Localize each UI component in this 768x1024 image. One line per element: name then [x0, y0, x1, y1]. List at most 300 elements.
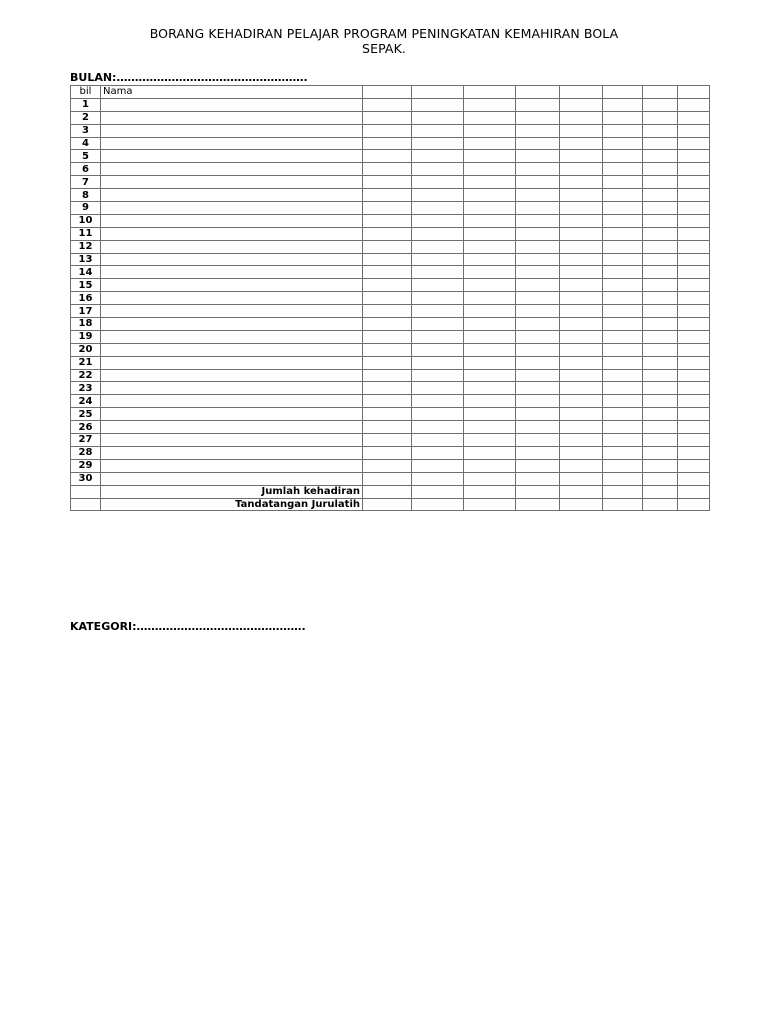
attendance-cell[interactable] [412, 330, 464, 343]
student-name-cell[interactable] [101, 459, 363, 472]
attendance-cell[interactable] [363, 292, 412, 305]
attendance-cell[interactable] [412, 395, 464, 408]
attendance-cell[interactable] [412, 292, 464, 305]
attendance-cell[interactable] [603, 279, 643, 292]
attendance-cell[interactable] [363, 356, 412, 369]
attendance-cell[interactable] [560, 356, 603, 369]
attendance-cell[interactable] [516, 163, 560, 176]
attendance-cell[interactable] [464, 163, 516, 176]
attendance-cell[interactable] [412, 240, 464, 253]
attendance-cell[interactable] [560, 369, 603, 382]
attendance-cell[interactable] [560, 408, 603, 421]
attendance-cell[interactable] [678, 227, 710, 240]
student-name-cell[interactable] [101, 124, 363, 137]
attendance-cell[interactable] [412, 111, 464, 124]
attendance-cell[interactable] [643, 240, 678, 253]
attendance-cell[interactable] [643, 434, 678, 447]
attendance-cell[interactable] [678, 124, 710, 137]
attendance-cell[interactable] [464, 124, 516, 137]
attendance-cell[interactable] [560, 124, 603, 137]
attendance-cell[interactable] [516, 446, 560, 459]
attendance-cell[interactable] [412, 356, 464, 369]
attendance-cell[interactable] [560, 163, 603, 176]
attendance-cell[interactable] [560, 240, 603, 253]
attendance-cell[interactable] [678, 369, 710, 382]
signature-cell[interactable] [560, 498, 603, 511]
attendance-cell[interactable] [363, 137, 412, 150]
attendance-cell[interactable] [643, 305, 678, 318]
attendance-cell[interactable] [412, 459, 464, 472]
attendance-cell[interactable] [412, 150, 464, 163]
attendance-cell[interactable] [516, 382, 560, 395]
attendance-cell[interactable] [603, 446, 643, 459]
attendance-cell[interactable] [464, 227, 516, 240]
attendance-cell[interactable] [678, 446, 710, 459]
attendance-cell[interactable] [560, 189, 603, 202]
student-name-cell[interactable] [101, 382, 363, 395]
student-name-cell[interactable] [101, 266, 363, 279]
attendance-cell[interactable] [516, 472, 560, 485]
attendance-cell[interactable] [678, 305, 710, 318]
attendance-cell[interactable] [678, 266, 710, 279]
attendance-cell[interactable] [363, 434, 412, 447]
attendance-cell[interactable] [643, 369, 678, 382]
attendance-cell[interactable] [560, 266, 603, 279]
attendance-cell[interactable] [464, 137, 516, 150]
attendance-cell[interactable] [464, 356, 516, 369]
attendance-cell[interactable] [464, 434, 516, 447]
attendance-cell[interactable] [363, 446, 412, 459]
attendance-cell[interactable] [603, 305, 643, 318]
attendance-cell[interactable] [516, 111, 560, 124]
attendance-cell[interactable] [363, 343, 412, 356]
student-name-cell[interactable] [101, 318, 363, 331]
row-number: 4 [71, 137, 101, 150]
attendance-cell[interactable] [464, 189, 516, 202]
attendance-cell[interactable] [678, 459, 710, 472]
attendance-cell[interactable] [678, 408, 710, 421]
attendance-cell[interactable] [516, 305, 560, 318]
attendance-cell[interactable] [516, 356, 560, 369]
attendance-cell[interactable] [560, 472, 603, 485]
attendance-cell[interactable] [363, 111, 412, 124]
attendance-cell[interactable] [678, 343, 710, 356]
attendance-cell[interactable] [412, 214, 464, 227]
student-name-cell[interactable] [101, 446, 363, 459]
attendance-cell[interactable] [516, 421, 560, 434]
attendance-cell[interactable] [412, 421, 464, 434]
attendance-cell[interactable] [678, 202, 710, 215]
attendance-cell[interactable] [603, 202, 643, 215]
attendance-cell[interactable] [412, 408, 464, 421]
attendance-cell[interactable] [603, 356, 643, 369]
attendance-cell[interactable] [412, 369, 464, 382]
attendance-cell[interactable] [678, 240, 710, 253]
attendance-cell[interactable] [603, 472, 643, 485]
attendance-cell[interactable] [412, 434, 464, 447]
attendance-cell[interactable] [412, 266, 464, 279]
jumlah-cell[interactable] [560, 485, 603, 498]
attendance-cell[interactable] [678, 318, 710, 331]
attendance-cell[interactable] [464, 459, 516, 472]
jumlah-cell[interactable] [516, 485, 560, 498]
attendance-cell[interactable] [363, 176, 412, 189]
attendance-cell[interactable] [678, 150, 710, 163]
student-name-cell[interactable] [101, 472, 363, 485]
attendance-cell[interactable] [560, 459, 603, 472]
jumlah-cell[interactable] [363, 485, 412, 498]
attendance-cell[interactable] [516, 150, 560, 163]
attendance-cell[interactable] [464, 343, 516, 356]
table-row [71, 408, 710, 421]
student-name-cell[interactable] [101, 98, 363, 111]
student-name-cell[interactable] [101, 434, 363, 447]
attendance-cell[interactable] [516, 279, 560, 292]
attendance-cell[interactable] [678, 214, 710, 227]
attendance-cell[interactable] [363, 240, 412, 253]
attendance-cell[interactable] [643, 318, 678, 331]
attendance-cell[interactable] [464, 150, 516, 163]
row-number: 17 [71, 305, 101, 318]
attendance-cell[interactable] [363, 472, 412, 485]
attendance-cell[interactable] [363, 459, 412, 472]
attendance-cell[interactable] [464, 98, 516, 111]
attendance-cell[interactable] [464, 176, 516, 189]
attendance-cell[interactable] [516, 266, 560, 279]
attendance-cell[interactable] [560, 434, 603, 447]
student-name-cell[interactable] [101, 189, 363, 202]
attendance-cell[interactable] [363, 382, 412, 395]
attendance-cell[interactable] [603, 395, 643, 408]
attendance-cell[interactable] [516, 227, 560, 240]
attendance-cell[interactable] [603, 369, 643, 382]
student-name-cell[interactable] [101, 356, 363, 369]
attendance-cell[interactable] [464, 472, 516, 485]
attendance-cell[interactable] [560, 202, 603, 215]
attendance-cell[interactable] [560, 214, 603, 227]
attendance-cell[interactable] [464, 279, 516, 292]
attendance-cell[interactable] [363, 202, 412, 215]
signature-cell[interactable] [643, 498, 678, 511]
attendance-cell[interactable] [643, 227, 678, 240]
attendance-cell[interactable] [678, 253, 710, 266]
attendance-cell[interactable] [363, 279, 412, 292]
attendance-cell[interactable] [560, 330, 603, 343]
student-name-cell[interactable] [101, 240, 363, 253]
date-column-cell[interactable] [603, 86, 643, 99]
attendance-cell[interactable] [516, 176, 560, 189]
signature-cell[interactable] [464, 498, 516, 511]
attendance-cell[interactable] [412, 472, 464, 485]
attendance-cell[interactable] [603, 150, 643, 163]
attendance-cell[interactable] [643, 202, 678, 215]
student-name-cell[interactable] [101, 111, 363, 124]
attendance-cell[interactable] [516, 395, 560, 408]
attendance-cell[interactable] [363, 124, 412, 137]
attendance-cell[interactable] [412, 279, 464, 292]
attendance-cell[interactable] [603, 176, 643, 189]
attendance-cell[interactable] [464, 421, 516, 434]
attendance-cell[interactable] [603, 292, 643, 305]
attendance-cell[interactable] [464, 240, 516, 253]
student-name-cell[interactable] [101, 150, 363, 163]
attendance-cell[interactable] [643, 382, 678, 395]
attendance-cell[interactable] [678, 382, 710, 395]
attendance-cell[interactable] [412, 202, 464, 215]
attendance-cell[interactable] [464, 318, 516, 331]
attendance-cell[interactable] [363, 318, 412, 331]
attendance-cell[interactable] [603, 124, 643, 137]
attendance-cell[interactable] [560, 98, 603, 111]
student-name-cell[interactable] [101, 421, 363, 434]
attendance-cell[interactable] [643, 279, 678, 292]
attendance-cell[interactable] [678, 292, 710, 305]
attendance-cell[interactable] [516, 214, 560, 227]
attendance-cell[interactable] [643, 150, 678, 163]
attendance-cell[interactable] [678, 421, 710, 434]
student-name-cell[interactable] [101, 176, 363, 189]
attendance-cell[interactable] [643, 137, 678, 150]
attendance-cell[interactable] [560, 318, 603, 331]
attendance-cell[interactable] [678, 189, 710, 202]
attendance-cell[interactable] [678, 356, 710, 369]
attendance-cell[interactable] [516, 240, 560, 253]
attendance-cell[interactable] [412, 189, 464, 202]
attendance-cell[interactable] [516, 137, 560, 150]
student-name-cell[interactable] [101, 305, 363, 318]
student-name-cell[interactable] [101, 253, 363, 266]
attendance-cell[interactable] [560, 305, 603, 318]
attendance-cell[interactable] [603, 318, 643, 331]
attendance-cell[interactable] [643, 446, 678, 459]
attendance-cell[interactable] [363, 395, 412, 408]
attendance-cell[interactable] [678, 163, 710, 176]
attendance-cell[interactable] [560, 150, 603, 163]
attendance-cell[interactable] [643, 176, 678, 189]
student-name-cell[interactable] [101, 137, 363, 150]
attendance-cell[interactable] [560, 343, 603, 356]
attendance-cell[interactable] [560, 253, 603, 266]
jumlah-cell[interactable] [678, 485, 710, 498]
attendance-cell[interactable] [464, 408, 516, 421]
date-column-cell[interactable] [363, 86, 412, 99]
attendance-cell[interactable] [412, 305, 464, 318]
attendance-cell[interactable] [603, 227, 643, 240]
attendance-cell[interactable] [412, 382, 464, 395]
attendance-cell[interactable] [603, 330, 643, 343]
attendance-cell[interactable] [516, 124, 560, 137]
attendance-cell[interactable] [560, 446, 603, 459]
attendance-cell[interactable] [516, 408, 560, 421]
student-name-cell[interactable] [101, 202, 363, 215]
attendance-cell[interactable] [560, 279, 603, 292]
attendance-cell[interactable] [643, 459, 678, 472]
attendance-cell[interactable] [363, 408, 412, 421]
attendance-cell[interactable] [412, 137, 464, 150]
attendance-cell[interactable] [412, 343, 464, 356]
attendance-cell[interactable] [363, 330, 412, 343]
attendance-cell[interactable] [603, 253, 643, 266]
student-name-cell[interactable] [101, 163, 363, 176]
attendance-cell[interactable] [643, 472, 678, 485]
student-name-cell[interactable] [101, 214, 363, 227]
attendance-cell[interactable] [412, 446, 464, 459]
attendance-cell[interactable] [643, 98, 678, 111]
student-name-cell[interactable] [101, 395, 363, 408]
attendance-cell[interactable] [678, 176, 710, 189]
signature-cell[interactable] [678, 498, 710, 511]
attendance-cell[interactable] [560, 176, 603, 189]
attendance-cell[interactable] [560, 421, 603, 434]
attendance-cell[interactable] [643, 253, 678, 266]
attendance-cell[interactable] [363, 189, 412, 202]
table-row [71, 202, 710, 215]
attendance-cell[interactable] [678, 472, 710, 485]
attendance-cell[interactable] [643, 111, 678, 124]
attendance-cell[interactable] [603, 266, 643, 279]
attendance-cell[interactable] [643, 408, 678, 421]
attendance-cell[interactable] [603, 343, 643, 356]
attendance-cell[interactable] [363, 305, 412, 318]
attendance-cell[interactable] [464, 202, 516, 215]
date-column-cell[interactable] [678, 86, 710, 99]
date-column-cell[interactable] [560, 86, 603, 99]
attendance-cell[interactable] [516, 292, 560, 305]
attendance-cell[interactable] [643, 214, 678, 227]
attendance-cell[interactable] [412, 176, 464, 189]
student-name-cell[interactable] [101, 369, 363, 382]
attendance-cell[interactable] [516, 202, 560, 215]
date-column-cell[interactable] [412, 86, 464, 99]
attendance-cell[interactable] [643, 292, 678, 305]
date-column-cell[interactable] [464, 86, 516, 99]
attendance-cell[interactable] [412, 253, 464, 266]
attendance-cell[interactable] [363, 98, 412, 111]
jumlah-cell[interactable] [464, 485, 516, 498]
attendance-cell[interactable] [412, 124, 464, 137]
jumlah-cell[interactable] [603, 485, 643, 498]
attendance-cell[interactable] [560, 111, 603, 124]
attendance-cell[interactable] [678, 279, 710, 292]
attendance-cell[interactable] [643, 189, 678, 202]
attendance-cell[interactable] [464, 292, 516, 305]
attendance-cell[interactable] [363, 266, 412, 279]
attendance-cell[interactable] [643, 356, 678, 369]
attendance-cell[interactable] [560, 382, 603, 395]
attendance-cell[interactable] [464, 214, 516, 227]
attendance-cell[interactable] [678, 434, 710, 447]
attendance-cell[interactable] [363, 253, 412, 266]
attendance-cell[interactable] [603, 408, 643, 421]
attendance-cell[interactable] [603, 421, 643, 434]
attendance-cell[interactable] [560, 292, 603, 305]
attendance-cell[interactable] [603, 98, 643, 111]
attendance-cell[interactable] [678, 330, 710, 343]
attendance-cell[interactable] [516, 318, 560, 331]
attendance-cell[interactable] [464, 111, 516, 124]
attendance-cell[interactable] [678, 137, 710, 150]
student-name-cell[interactable] [101, 408, 363, 421]
attendance-cell[interactable] [412, 227, 464, 240]
signature-cell[interactable] [363, 498, 412, 511]
signature-cell[interactable] [603, 498, 643, 511]
attendance-cell[interactable] [603, 189, 643, 202]
attendance-cell[interactable] [603, 137, 643, 150]
attendance-cell[interactable] [643, 343, 678, 356]
attendance-cell[interactable] [603, 111, 643, 124]
attendance-cell[interactable] [603, 163, 643, 176]
attendance-cell[interactable] [560, 137, 603, 150]
student-name-cell[interactable] [101, 227, 363, 240]
attendance-cell[interactable] [678, 98, 710, 111]
attendance-cell[interactable] [516, 369, 560, 382]
attendance-cell[interactable] [560, 227, 603, 240]
attendance-cell[interactable] [516, 343, 560, 356]
student-name-cell[interactable] [101, 279, 363, 292]
attendance-cell[interactable] [516, 98, 560, 111]
attendance-cell[interactable] [412, 98, 464, 111]
attendance-cell[interactable] [412, 163, 464, 176]
attendance-cell[interactable] [643, 330, 678, 343]
student-name-cell[interactable] [101, 343, 363, 356]
attendance-cell[interactable] [516, 330, 560, 343]
attendance-cell[interactable] [603, 459, 643, 472]
attendance-cell[interactable] [363, 214, 412, 227]
attendance-cell[interactable] [464, 446, 516, 459]
attendance-cell[interactable] [363, 421, 412, 434]
row-number: 2 [71, 111, 101, 124]
signature-cell[interactable] [516, 498, 560, 511]
attendance-cell[interactable] [516, 434, 560, 447]
attendance-cell[interactable] [363, 163, 412, 176]
attendance-cell[interactable] [464, 305, 516, 318]
attendance-cell[interactable] [363, 369, 412, 382]
attendance-cell[interactable] [603, 382, 643, 395]
attendance-cell[interactable] [603, 214, 643, 227]
attendance-cell[interactable] [363, 150, 412, 163]
attendance-cell[interactable] [464, 266, 516, 279]
signature-cell[interactable] [412, 498, 464, 511]
attendance-cell[interactable] [464, 253, 516, 266]
jumlah-cell[interactable] [412, 485, 464, 498]
attendance-cell[interactable] [464, 382, 516, 395]
attendance-cell[interactable] [603, 240, 643, 253]
date-column-cell[interactable] [643, 86, 678, 99]
attendance-cell[interactable] [516, 459, 560, 472]
attendance-cell[interactable] [464, 395, 516, 408]
attendance-cell[interactable] [560, 395, 603, 408]
attendance-cell[interactable] [603, 434, 643, 447]
attendance-cell[interactable] [678, 111, 710, 124]
attendance-cell[interactable] [643, 124, 678, 137]
attendance-cell[interactable] [643, 395, 678, 408]
attendance-cell[interactable] [643, 266, 678, 279]
attendance-cell[interactable] [464, 369, 516, 382]
student-name-cell[interactable] [101, 292, 363, 305]
attendance-cell[interactable] [412, 318, 464, 331]
attendance-cell[interactable] [516, 253, 560, 266]
attendance-cell[interactable] [363, 227, 412, 240]
attendance-cell[interactable] [516, 189, 560, 202]
form-title [70, 26, 698, 56]
attendance-cell[interactable] [678, 395, 710, 408]
attendance-cell[interactable] [464, 330, 516, 343]
attendance-cell[interactable] [643, 421, 678, 434]
attendance-cell[interactable] [643, 163, 678, 176]
date-column-cell[interactable] [516, 86, 560, 99]
jumlah-cell[interactable] [643, 485, 678, 498]
student-name-cell[interactable] [101, 330, 363, 343]
